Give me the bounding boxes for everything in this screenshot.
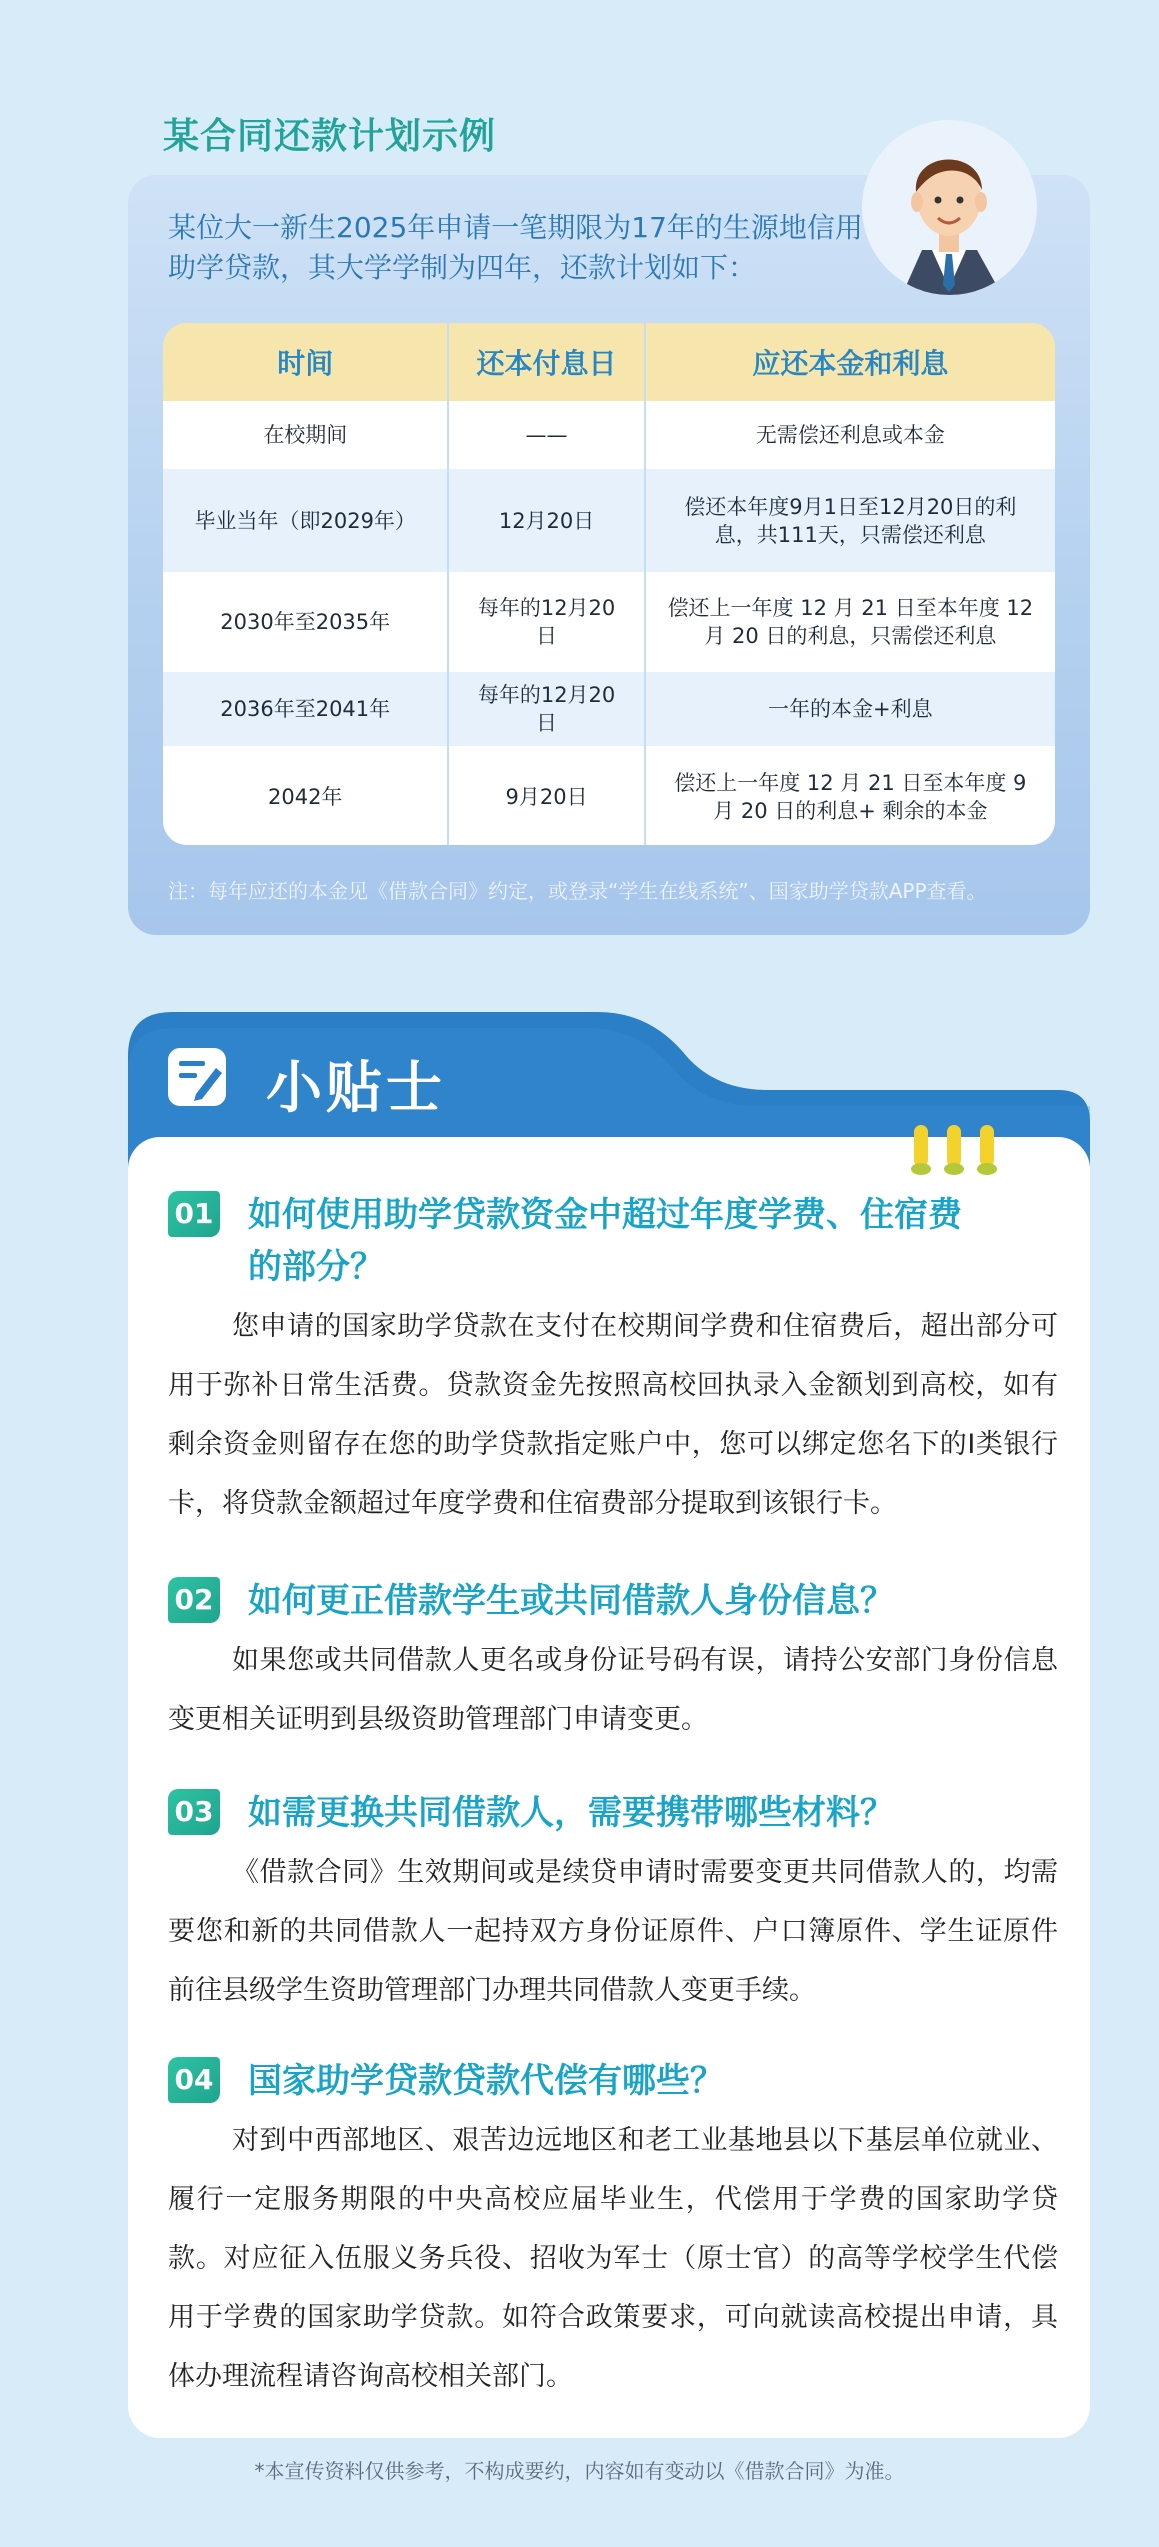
- table-row: [163, 746, 1055, 845]
- table-row: [163, 572, 1055, 672]
- tip-question: 如何更正借款学生或共同借款人身份信息？: [248, 1581, 894, 1621]
- tip-number: 02: [168, 1577, 220, 1623]
- tip-number: 04: [168, 2057, 220, 2103]
- table-header-row: [163, 323, 1055, 401]
- person-avatar-icon: [862, 120, 1037, 295]
- cell-date: 每年的12月20日: [448, 572, 644, 672]
- cell-date: ——: [448, 401, 644, 469]
- tip-answer: 《借款合同》生效期间或是续贷申请时需要变更共同借款人的，均需要您和新的共同借款人一起持双方身份证原件、户口簿原件、学生证原件前往县级学生资助管理部门办理共同借款人变更手续。: [168, 1857, 1058, 2006]
- tips-card: [128, 1012, 1090, 2438]
- cell-period: 2042年: [267, 784, 343, 809]
- cell-amount: 偿还本年度9月1日至12月20日的利息，共111天，只需偿还利息: [645, 469, 1055, 572]
- note-pen-icon: [166, 1046, 228, 1108]
- tip-number: 03: [168, 1789, 220, 1835]
- tip-question: 国家助学贷款贷款代偿有哪些？: [248, 2061, 724, 2101]
- plan-intro: 某位大一新生2025年申请一笔期限为17年的生源地信用助学贷款，其大学学制为四年，还款计划如下：: [168, 211, 863, 284]
- cell-amount: 偿还上一年度 12 月 21 日至本年度 9 月 20 日的利息+ 剩余的本金: [645, 746, 1055, 845]
- cell-period: 2036年至2041年: [163, 672, 448, 746]
- cell-date: 每年的12月20日: [448, 672, 644, 746]
- cell-date: 12月20日: [448, 469, 644, 572]
- cell-date: 9月20日: [448, 746, 644, 845]
- cell-amount: 偿还上一年度 12 月 21 日至本年度 12 月 20 日的利息，只需偿还利息: [645, 572, 1055, 672]
- tips-body: [128, 1137, 1090, 2438]
- tip-answer: 如果您或共同借款人更名或身份证号码有误，请持公安部门身份信息变更相关证明到县级资助管理部门申请变更。: [168, 1645, 1058, 1735]
- cell-period: 毕业当年（即2029年）: [163, 469, 448, 572]
- tip-question: 如何使用助学贷款资金中超过年度学费、住宿费的部分？: [248, 1195, 962, 1287]
- table-row: [163, 672, 1055, 746]
- repayment-table: [163, 323, 1055, 845]
- cell-amount: 一年的本金+利息: [645, 672, 1055, 746]
- cell-period: 2030年至2035年: [220, 610, 391, 634]
- disclaimer-footer: *本宣传资料仅供参考，不构成要约，内容如有变动以《借款合同》为准。: [254, 2459, 905, 2483]
- tip-number: 01: [168, 1191, 220, 1237]
- cell-amount: 无需偿还利息或本金: [645, 401, 1055, 469]
- header-repay-date: 还本付息日: [448, 323, 644, 401]
- tip-answer: 对到中西部地区、艰苦边远地区和老工业基地县以下基层单位就业、履行一定服务期限的中央高校应届毕业生，代偿用于学费的国家助学贷款。对应征入伍服义务兵役、招收为军士（原士官）的高等学校学生代偿用于学费的国家助学贷款。如符合政策要求，可向就读高校提出申请，具体办理流程请咨询高校相关部门。: [168, 2125, 1058, 2392]
- tip-answer: 您申请的国家助学贷款在支付在校期间学费和住宿费后，超出部分可用于弥补日常生活费。贷款资金先按照高校回执录入金额划到高校，如有剩余资金则留存在您的助学贷款指定账户中，您可以绑定您名下的Ⅰ类银行卡，将贷款金额超过年度学费和住宿费部分提取到该银行卡。: [168, 1311, 1058, 1519]
- header-time: 时间: [163, 323, 448, 401]
- header-principal-interest: 应还本金和利息: [645, 323, 1055, 401]
- yellow-pins-icon: [908, 1125, 1008, 1177]
- cell-period: 在校期间: [263, 423, 348, 447]
- plan-note: 注：每年应还的本金见《借款合同》约定，或登录“学生在线系统”、国家助学贷款APP查看。: [168, 879, 987, 903]
- plan-title: 某合同还款计划示例: [163, 116, 497, 157]
- table-row: [163, 469, 1055, 572]
- table-row: [163, 401, 1055, 469]
- tips-title: 小贴士: [266, 1056, 446, 1121]
- tip-question: 如需更换共同借款人，需要携带哪些材料？: [248, 1793, 894, 1833]
